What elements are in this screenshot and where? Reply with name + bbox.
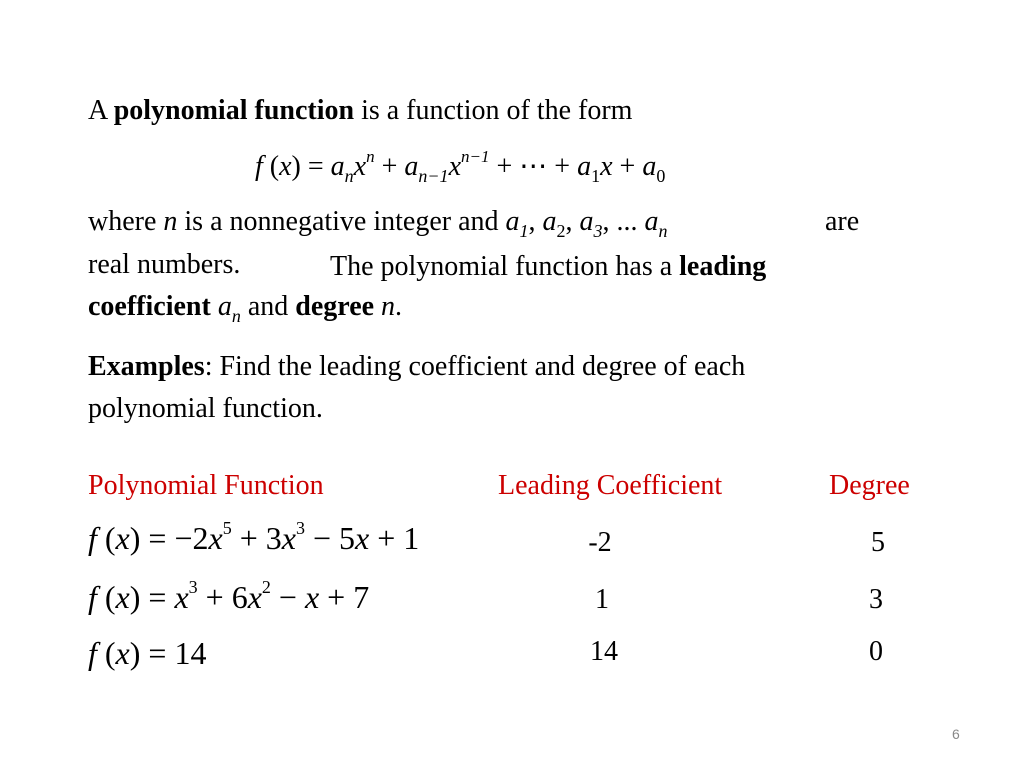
header-leading-coefficient: Leading Coefficient: [498, 470, 723, 501]
general-polynomial-formula: f $(x) = a_nx^n + a_{n-1}x^{n-1}$ + ⋯ + $a_1x + a_0$: [255, 147, 666, 186]
table-row-3-function: f (x) = 14: [88, 635, 207, 671]
are-word: are: [825, 206, 860, 237]
leading-coefficient-sentence: The polynomial function has a leading: [330, 251, 767, 282]
table-row-1-function: f $(x) = -2x^5 + 3x^3 - 5x + 1$: [88, 518, 420, 556]
examples-label: Examples: [88, 351, 205, 382]
table-row-2-function: f $(x) = x^3 + 6x^2 - x + 7$: [88, 577, 370, 615]
page-number: 6: [952, 726, 960, 742]
table-row-2-leading: 1: [595, 584, 609, 615]
examples-line-1: Examples: Find the leading coefficient and degree of each: [88, 351, 746, 382]
table-row-3-leading: 14: [590, 636, 618, 667]
table-row-1-degree: 5: [871, 527, 885, 558]
coefficient-degree-line: coefficient $a_n$ and degree n.: [88, 291, 403, 326]
table-row-1-leading: -2: [588, 527, 612, 558]
header-degree: Degree: [829, 470, 910, 501]
header-polynomial-function: Polynomial Function: [88, 470, 324, 501]
table-row-2-degree: 3: [869, 584, 883, 615]
examples-line-2: polynomial function.: [88, 393, 323, 424]
where-line: where n is a nonnegative integer and $a_1$, $a_2$, $a_3$, ... $a_n$: [88, 206, 668, 241]
polynomial-function-term: polynomial function: [113, 95, 355, 126]
table-row-3-degree: 0: [869, 636, 883, 667]
definition-line-1: A polynomial function is a function of the form: [88, 95, 633, 126]
real-numbers-text: real numbers.: [88, 249, 241, 280]
